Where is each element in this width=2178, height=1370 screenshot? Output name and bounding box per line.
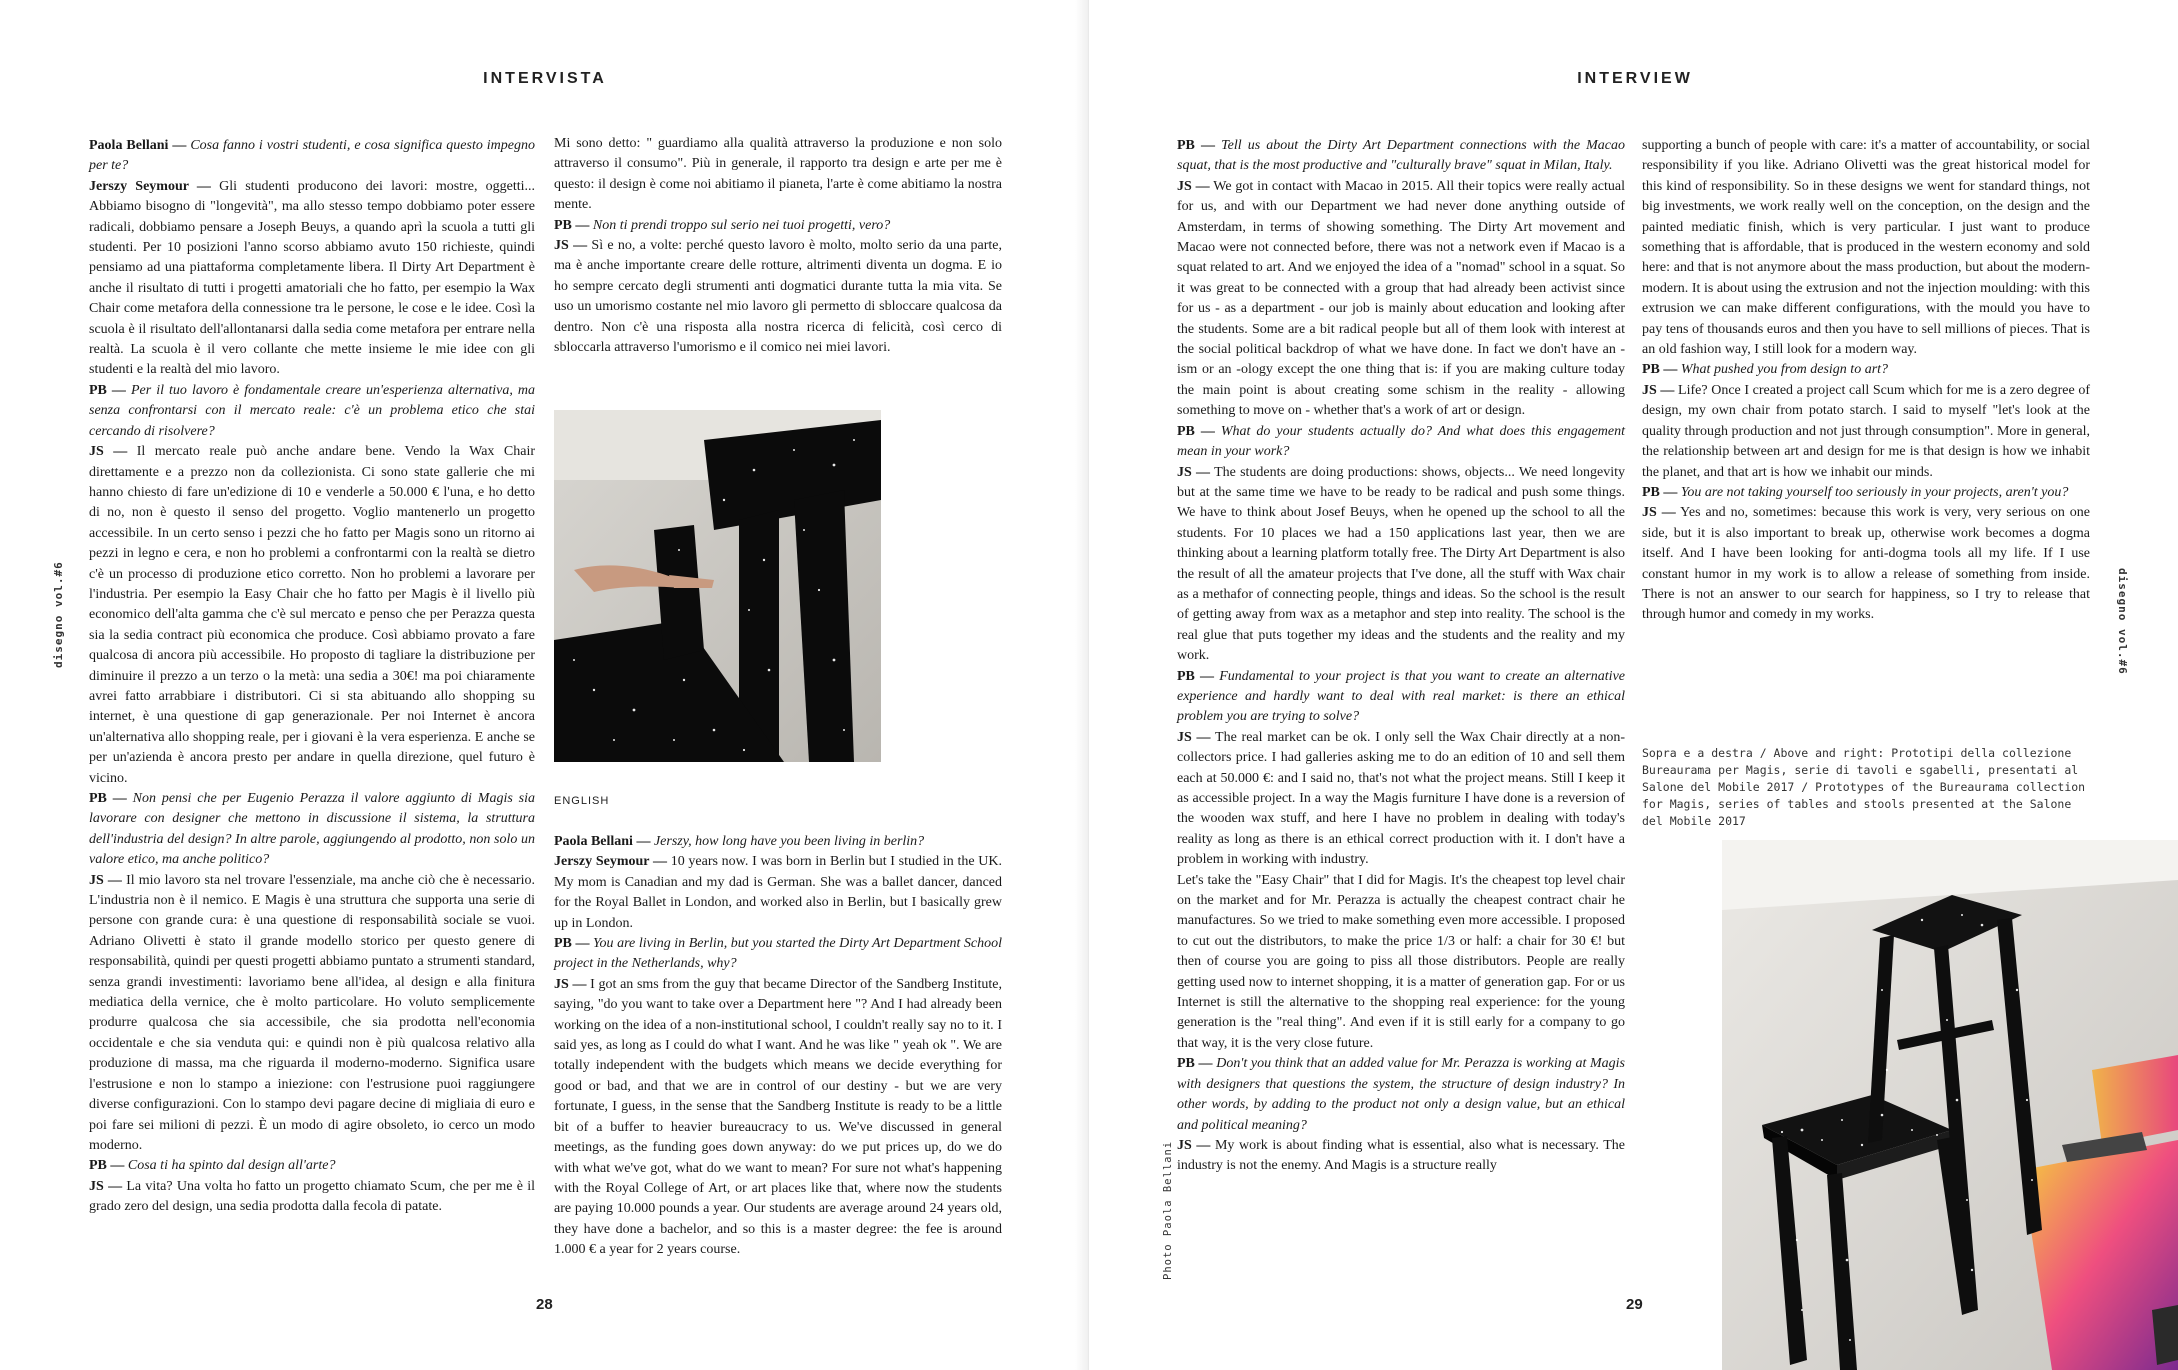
speaker-label: JS — — [554, 238, 588, 254]
section-title-intervista: INTERVISTA — [483, 70, 607, 87]
speaker-label: PB — — [89, 1158, 125, 1174]
answer-text: I got an sms from the guy that became Director of the Sandberg Institute, saying, "do you want to take over a Department here "? And I had already been working on the idea of a non-institutional school, I couldn't really say no to it. I said yes, as long as I could do what I want. And he was like " yeah ok ". We are totally independent with the budgets which means we decide everything for good or bad, and that we are in control of our destiny - but we are very fortunate, I guess, in the sense that the Sandberg Institute is ready to be a little bit of a buffer to heavier bureaucracy to us. We've discussed in general meetings, as the funding goes down anyway: do we put prices up, do we do with what we've got, what do we want to mean? For sure not what's happening with the Royal College of Art, or art places like that, where now the students are paying 10.000 pounds a year. Our students are average around 24 years old, they have done a bachelor, and so this is a master degree: the fee is around 1.000 € a year for 2 years course. — [554, 976, 1002, 1258]
interview-paragraph — [89, 442, 535, 789]
speaker-label: JS — — [1642, 505, 1676, 521]
speaker-label: JS — — [1177, 729, 1211, 745]
speaker-label: JS — — [89, 444, 128, 460]
side-label-right: disegno vol.#6 — [2116, 568, 2129, 675]
interview-paragraph — [89, 789, 535, 871]
interview-paragraph — [89, 1156, 535, 1176]
left-col-2-top — [554, 134, 1002, 358]
speaker-label: Paola Bellani — — [89, 138, 187, 153]
question-text: Jerszy, how long have you been living in berlin? — [653, 834, 925, 849]
interview-paragraph — [554, 134, 1002, 216]
page-number-right: 29 — [1626, 1296, 1643, 1313]
question-text: What pushed you from design to art? — [1680, 362, 1889, 378]
interview-paragraph — [1642, 136, 2090, 360]
answer-text: Let's take the "Easy Chair" that I did for Magis. It's the cheapest top level chair on the market and for Mr. Perazza is actually the cheapest contract chair he manufactures. So we tried to make something even more accessible. I proposed to cut out the distributors, to make the price 1/3 or half: a chair for 30 €! but then of course you are going to piss all those distributors. People are really getting used now to internet shopping, it is a matter of generation gap. For or us Internet is still the alternative to the shopping real experience: for the young generation is the "real thing". And even if it is still early for a company to go that way, it is the very close future. — [1177, 872, 1625, 1051]
speaker-label: PB — — [1177, 138, 1215, 153]
question-text: Fundamental to your project is that you want to create an alternative experience and hardly want to deal with real market: is there an ethical problem you are trying to solve? — [1177, 668, 1625, 725]
interview-paragraph — [1177, 422, 1625, 463]
speaker-label: JS — — [89, 1178, 123, 1194]
interview-paragraph — [1177, 136, 1625, 177]
question-text: You are living in Berlin, but you started the Dirty Art Department School project in the Netherlands, why? — [554, 936, 1003, 972]
question-text: Don't you think that an added value for Mr. Perazza is working at Magis with designers that questions the system, the structure of design industry? In other words, by adding to the product not only a design value, but an ethical and political meaning? — [1177, 1056, 1626, 1133]
interview-paragraph — [89, 871, 535, 1157]
photo-stool-detail-image — [554, 410, 881, 762]
answer-text: supporting a bunch of people with care: it's a matter of accountability, or social responsibility if you like. Adriano Olivetti was the great historical model for this kind of responsibility. So in these designs we went for standard things, not big investments, we work really well on the conception, on the design and the painted mediatic finish, which is very particular. I just want to produce something that is affordable, that is produced in the western economy and sold here: and that is not anymore about the mass production, but about the modern-modern. It is about using the extrusion and not the injection moulding: with this extrusion we can make different configurations, with the mould you have to pay tens of thousands euros and then you have to sell millions of pieces. That is an old fashion way, I still look for a modern way. — [1642, 138, 2090, 358]
interview-paragraph — [89, 381, 535, 442]
right-page — [1089, 0, 2178, 1370]
photo-credit: Photo Paola Bellani — [1162, 1140, 1174, 1280]
interview-paragraph — [89, 1177, 535, 1218]
photo-caption: Sopra e a destra / Above and right: Prototipi della collezione Bureaurama per Magis, serie di tavoli e sgabelli, presentati al Salone del Mobile 2017 / Prototypes of the Bureaurama collection for Magis, series of tables and stools presented at the Salone del Mobile 2017 — [1642, 746, 2086, 828]
answer-text: La vita? Una volta ho fatto un progetto chiamato Scum, che per me è il grado zero del design, una sedia prodotta dalla fecola di patate. — [89, 1178, 535, 1215]
speaker-label: PB — — [89, 791, 127, 806]
interview-paragraph — [1177, 871, 1625, 1055]
speaker-label: Jerszy Seymour — — [89, 178, 211, 194]
side-label-left: disegno vol.#6 — [52, 561, 65, 668]
interview-paragraph — [554, 216, 1002, 236]
answer-text: We got in contact with Macao in 2015. All their topics were really actual for us, and with our Department we had never done anything outside of Amsterdam, in terms of showing something. The Dirty Art movement and Macao were not connected before, there was not a network even if Macao is a squat related to art. And we enjoyed the idea of a "nomad" school in a squat. So it was great to be connected with a group that had already been activist since for us - as a department - our job is mainly about education and looking after the students. Some are a bit radical people but all of them look with interest at the social political backdrop of what we have done. In fact we don't have an -ism or an -ology except the one thing that is: if you are making culture today the main point is about creating some schism in the reality - allowing something to move on - whether that's a work of art or design. — [1177, 178, 1625, 419]
interview-paragraph — [554, 236, 1002, 358]
speaker-label: JS — — [1177, 464, 1211, 480]
interview-paragraph — [1642, 381, 2090, 483]
speaker-label: JS — — [1177, 1137, 1211, 1153]
question-text: Cosa fanno i vostri studenti, e cosa significa questo impegno per te? — [89, 138, 536, 174]
speaker-label: JS — — [1642, 382, 1675, 398]
section-title-interview: INTERVIEW — [1577, 70, 1693, 87]
interview-paragraph — [1642, 483, 2090, 503]
speaker-label: PB — — [1177, 423, 1215, 439]
speaker-label: PB — — [1177, 668, 1215, 684]
answer-text: The students are doing productions: shows, objects... We need longevity but at the same time we have to be ready to be radical and push some things. We have to think about Josef Beuys, when he opened up the school to all the students. For 10 places we had a 150 applications last year, then we are thinking about a learning platform totally free. The Dirty Art Department is also the result of all the amateur projects that I've done, all the stuff with Wax chair as a methafor of connecting people, things and ideas. So the school is the result of getting away from wax as a metaphor and step into reality. The school is the real glue that puts together my ideas and the students and the reality and my work. — [1177, 464, 1626, 664]
question-text: Non pensi che per Eugenio Perazza il valore aggiunto di Magis sia lavorare con designer che mettono in discussione il sistema, la struttura dell'industria del design? In altre parole, aggiungendo al prodotto, non solo un valore etico, ma anche politico? — [89, 791, 536, 868]
speaker-label: Paola Bellani — — [554, 834, 651, 849]
answer-text: Mi sono detto: " guardiamo alla qualità attraverso la produzione e non solo attraverso il consumo". Più in generale, il rapporto tra design e arte per me è questo: il design è come noi abitiamo il pianeta, l'arte è come abitiamo la nostra mente. — [554, 136, 1002, 213]
interview-paragraph — [1177, 463, 1625, 667]
interview-paragraph — [1177, 667, 1625, 728]
speaker-label: PB — — [1642, 484, 1678, 500]
speaker-label: JS — — [554, 976, 587, 992]
right-col-2 — [1642, 136, 2090, 626]
photo-stool-detail — [554, 410, 881, 762]
speaker-label: PB — — [89, 382, 126, 398]
right-col-1 — [1177, 136, 1625, 1177]
question-text: What do your students actually do? And what does this engagement mean in your work? — [1177, 423, 1626, 460]
question-text: Cosa ti ha spinto dal design all'arte? — [127, 1158, 336, 1174]
question-text: Non ti prendi troppo sul serio nei tuoi progetti, vero? — [592, 217, 891, 233]
answer-text: Il mercato reale può anche andare bene. Vendo la Wax Chair direttamente e a prezzo non da collezionista. Ci sono state gallerie che mi hanno chiesto di fare un'edizione di 10 e venderle a 50.000 € l'una, e ho detto di no, non è questo il senso del progetto. Voglio mantenerlo un progetto accessibile. In un certo senso i pezzi che ho fatto per Magis sono un ritorno ai pezzi in legno e cera, e non ho problemi a confrontarmi con la realtà se dietro c'è un processo di produzione etico corretto. Non ho problemi a lavorare per l'industria. Per esempio la Easy Chair che ho fatto per Magis è il livello più economico dell'alta gamma che c'è sul mercato e penso che per Perazza questa sia la sedia contract più economica che produce. Così abbiamo provato a fare qualcosa di ancora più accessibile. Ho proposto di tagliare la distribuzione per diminuire il prezzo a un terzo o la metà: una sedia a 30€! ma poi chiaramente avrei fatto arrabbiare i distributori. Ci si sta abituando allo shopping su internet, è una questione di gap generazionale. Per noi Internet è ancora un'alternativa allo shopping reale, per i giovani è la vera esperienza. E anche se per un'azienda è ancora presto per andare in quella direzione, quel futuro è vicino. — [89, 444, 535, 786]
speaker-label: PB — — [554, 936, 590, 952]
page-number-left: 28 — [536, 1296, 553, 1313]
speaker-label: PB — — [554, 217, 590, 233]
interview-paragraph — [554, 975, 1002, 1261]
left-col-1 — [89, 136, 535, 1218]
speaker-label: PB — — [1642, 362, 1678, 378]
interview-paragraph — [1642, 503, 2090, 625]
speaker-label: JS — — [89, 872, 122, 888]
answer-text: Gli studenti producono dei lavori: mostre, oggetti... Abbiamo bisogno di "longevità", ma allo stesso tempo dobbiamo poter essere radicali, dobbiamo pensare a Joseph Beuys, a quando aprì la scuola a tutti gli studenti. Per 10 posizioni l'anno scorso abbiamo avuto 150 richieste, quindi pensiamo ad una piattaforma completamente libera. Il Dirty Art Department è anche il risultato di tutti i progetti amatoriali che ho fatto, per esempio la Wax Chair come metafora della connessione tra le persone, le cose e le idee. Così la scuola è il risultato dell'allontanarsi dalla sedia come metafora per entrare nella realtà. La scuola è il vero collante che mette insieme le mie idee con gli studenti e la realtà del mio lavoro. — [89, 178, 536, 378]
interview-paragraph — [1177, 728, 1625, 871]
interview-paragraph — [554, 852, 1002, 934]
answer-text: Yes and no, sometimes: because this work is very, very serious on one side, but it is also important to break up, otherwise work becomes a dogma itself. And I have been looking for anti-dogma tools all my life. If I use constant humor in my work is to allow a release of something from inside. There is not an answer to our search for happiness, so I try to release that through humor and comedy in my works. — [1642, 505, 2091, 623]
photo-stools — [1722, 840, 2178, 1370]
interview-paragraph — [1642, 360, 2090, 380]
answer-text: My work is about finding what is essential, also what is necessary. The industry is not the enemy. And Magis is a structure really — [1177, 1137, 1625, 1174]
answer-text: The real market can be ok. I only sell the Wax Chair directly at a non-collectors price. I had galleries asking me to do an edition of 10 and sell them each at 50.000 €: and I said no, that's not what the project means. Still I keep it as accessible project. In a way the Magis furniture I have done is a reversion of the wooden wax stuff, and here I have no problem in dealing with today's reality as long as there is an ethical correct production with it. I don't have a problem in working with industry. — [1177, 729, 1626, 868]
interview-paragraph — [1177, 1136, 1625, 1177]
answer-text: 10 years now. I was born in Berlin but I studied in the UK. My mom is Canadian and my dad is German. She was a ballet dancer, danced for the Royal Ballet in London, and worked also in Berlin, but I basically grew up in London. — [554, 854, 1003, 931]
interview-paragraph — [554, 934, 1002, 975]
question-text: Tell us about the Dirty Art Department connections with the Macao squat, that is the most productive and "culturally brave" squat in Milan, Italy. — [1177, 138, 1626, 174]
answer-text: Il mio lavoro sta nel trovare l'essenziale, ma anche ciò che è necessario. L'industria non è il nemico. E Magis è una struttura che supporta una serie di persone con grande cura: è una questione di responsabilità sociale se vuoi. Adriano Olivetti è stato il grande modello storico per questo genere di responsabilità, quindi per questi progetti abbiamo puntato a strumenti standard, senza grandi investimenti: lavoriamo bene all'idea, al design e alla finitura mediatica della vernice, che è molto particolare. Ho voluto semplicemente produrre qualcosa che sia accessibile, che sia prodotta nell'economia occidentale e che sia venduta qui: e quindi non è più qualcosa relativo alla produzione di massa, ma che riguarda il moderno-moderno. Significa usare l'estrusione e non lo stampo a iniezione: con l'estrusione puoi raggiungere diverse configurazioni. Con lo stampo devi pagare decine di migliaia di euro e poi fare sei milioni di pezzi. È un modo di agire obsoleto, io cerco un modo moderno. — [89, 872, 535, 1153]
question-text: You are not taking yourself too seriously in your projects, aren't you? — [1680, 484, 2069, 500]
interview-paragraph — [1177, 177, 1625, 422]
interview-paragraph — [89, 136, 535, 177]
english-label: ENGLISH — [554, 795, 610, 807]
speaker-label: PB — — [1177, 1056, 1213, 1072]
left-col-2-bottom — [554, 832, 1002, 1261]
speaker-label: Jerszy Seymour — — [554, 854, 667, 870]
speaker-label: JS — — [1177, 178, 1210, 194]
interview-paragraph — [554, 832, 1002, 852]
question-text: Per il tuo lavoro è fondamentale creare un'esperienza alternativa, ma senza confrontarsi con il mercato reale: c'è un problema etico che stai cercando di risolvere? — [89, 382, 536, 439]
interview-paragraph — [1177, 1054, 1625, 1136]
interview-paragraph — [89, 177, 535, 381]
photo-stools-image — [1722, 840, 2178, 1370]
answer-text: Sì e no, a volte: perché questo lavoro è molto, molto serio da una parte, ma è anche importante creare delle rotture, altrimenti diventa un dogma. E io ho sempre cercato degli strumenti anti dogmatici durante tutta la mia vita. Se uso un umorismo costante nel mio lavoro gli permetto di sbloccare qualcosa da dentro. Non c'è una risposta alla nostra ricerca di felicità, così cerco di sbloccarla attraverso l'umorismo e il comico nei miei lavori. — [554, 238, 1002, 356]
answer-text: Life? Once I created a project call Scum which for me is a zero degree of design, my own chair from potato starch. I said to myself "let's look at the quality through production and not just through consumption". More in general, the relationship between art and design for me is that design is how we inhabit the planet, and that art is how we inhabit our minds. — [1642, 382, 2090, 480]
